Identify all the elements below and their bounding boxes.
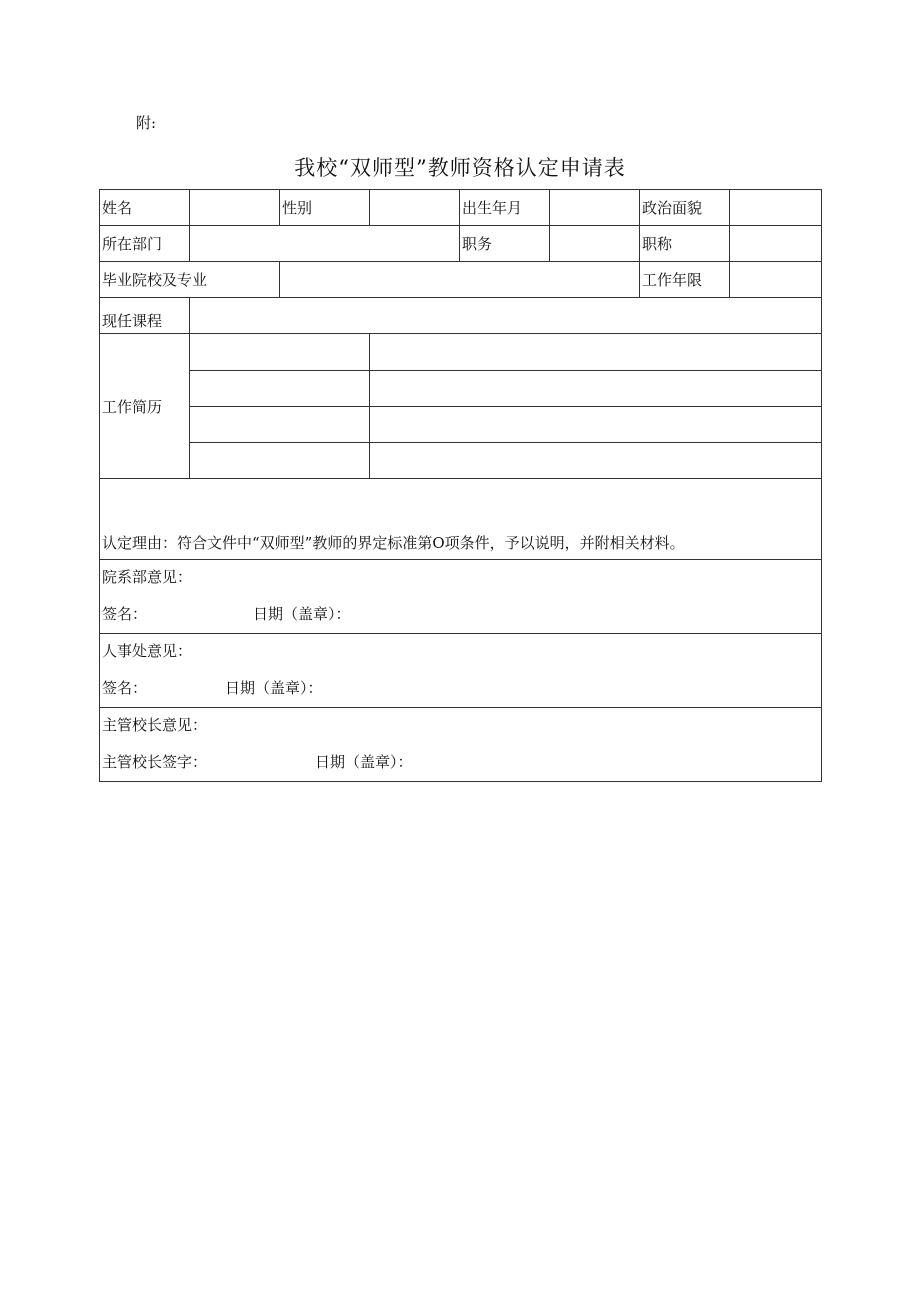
- department-field[interactable]: [190, 226, 460, 262]
- school-major-field[interactable]: [280, 262, 640, 298]
- dept-opinion-cell[interactable]: [100, 560, 822, 634]
- dept-opinion-label: 院系部意见：: [102, 568, 193, 586]
- work-years-label: 工作年限: [640, 262, 730, 298]
- rank-label: 职称: [640, 226, 730, 262]
- work-history-detail-2[interactable]: [370, 371, 822, 407]
- principal-opinion-label: 主管校长意见：: [102, 716, 208, 734]
- position-field[interactable]: [550, 226, 640, 262]
- rank-field[interactable]: [730, 226, 822, 262]
- work-history-label: 工作简历: [100, 334, 190, 479]
- work-history-detail-3[interactable]: [370, 407, 822, 443]
- work-history-detail-4[interactable]: [370, 443, 822, 479]
- attachment-label: 附:: [136, 114, 157, 132]
- school-major-label: 毕业院校及专业: [100, 262, 280, 298]
- birth-label: 出生年月: [460, 190, 550, 226]
- work-years-field[interactable]: [730, 262, 822, 298]
- name-field[interactable]: [190, 190, 280, 226]
- principal-opinion-cell[interactable]: [100, 708, 822, 782]
- name-label: 姓名: [100, 190, 190, 226]
- birth-field[interactable]: [550, 190, 640, 226]
- hr-opinion-label: 人事处意见：: [102, 642, 193, 660]
- current-courses-field[interactable]: [190, 298, 822, 334]
- position-label: 职务: [460, 226, 550, 262]
- work-history-period-4[interactable]: [190, 443, 370, 479]
- dept-date-label: 日期（盖章）：: [253, 605, 351, 623]
- application-form-table: [99, 189, 822, 782]
- hr-date-label: 日期（盖章）：: [225, 679, 323, 697]
- dept-sign-label: 签名：: [102, 605, 148, 623]
- gender-label: 性别: [280, 190, 370, 226]
- hr-opinion-cell[interactable]: [100, 634, 822, 708]
- form-title: 我校“双师型”教师资格认定申请表: [294, 156, 626, 180]
- political-field[interactable]: [730, 190, 822, 226]
- principal-sign-label: 主管校长签字：: [102, 753, 208, 771]
- recognition-reason: 认定理由：符合文件中“双师型”教师的界定标准第O项条件，予以说明，并附相关材料。: [100, 479, 822, 560]
- work-history-period-2[interactable]: [190, 371, 370, 407]
- principal-date-label: 日期（盖章）：: [315, 753, 413, 771]
- current-courses-label: 现任课程: [100, 298, 190, 334]
- gender-field[interactable]: [370, 190, 460, 226]
- political-label: 政治面貌: [640, 190, 730, 226]
- work-history-period-1[interactable]: [190, 334, 370, 371]
- work-history-period-3[interactable]: [190, 407, 370, 443]
- work-history-detail-1[interactable]: [370, 334, 822, 371]
- department-label: 所在部门: [100, 226, 190, 262]
- hr-sign-label: 签名：: [102, 679, 148, 697]
